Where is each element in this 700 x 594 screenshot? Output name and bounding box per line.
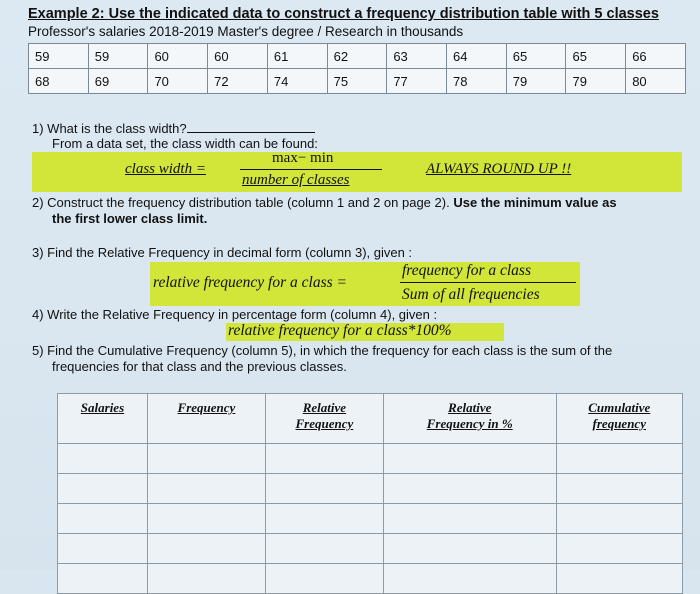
table-cell: 78 <box>447 69 507 94</box>
fraction-bar <box>240 169 382 170</box>
table-row <box>58 444 683 474</box>
table-cell[interactable] <box>383 474 556 504</box>
question-2-line2: the first lower class limit. <box>52 211 208 226</box>
question-4: 4) Write the Relative Frequency in percentage form (column 4), given : <box>32 307 438 322</box>
column-header-salaries <box>58 394 148 444</box>
table-cell: 79 <box>566 69 626 94</box>
table-row <box>58 564 683 594</box>
frequency-distribution-table <box>57 393 683 594</box>
table-cell: 60 <box>208 44 268 69</box>
table-cell[interactable] <box>265 534 383 564</box>
table-cell[interactable] <box>556 564 682 594</box>
table-cell: 59 <box>29 44 89 69</box>
table-cell: 60 <box>148 44 208 69</box>
table-cell[interactable] <box>147 564 265 594</box>
table-cell[interactable] <box>147 474 265 504</box>
table-cell[interactable] <box>265 504 383 534</box>
table-cell: 72 <box>208 69 268 94</box>
table-cell[interactable] <box>383 444 556 474</box>
table-cell: 63 <box>387 44 447 69</box>
table-cell[interactable] <box>556 444 682 474</box>
table-cell[interactable] <box>147 504 265 534</box>
table-cell: 66 <box>626 44 686 69</box>
table-header-row <box>58 394 683 444</box>
header-line: Relative <box>448 400 492 415</box>
table-cell: 61 <box>267 44 327 69</box>
table-row <box>58 504 683 534</box>
relative-frequency-label: relative frequency for a class = <box>153 274 347 291</box>
header-line: Frequency <box>177 400 236 415</box>
header-line: Salaries <box>80 400 125 415</box>
question-5-line2: frequencies for that class and the previous classes. <box>52 359 347 374</box>
table-cell[interactable] <box>58 504 148 534</box>
question-2-text: 2) Construct the frequency distribution table (column 1 and 2 on page 2). <box>32 195 450 210</box>
table-cell[interactable] <box>147 444 265 474</box>
page-subtitle: Professor's salaries 2018-2019 Master's degree / Research in thousands <box>28 24 464 39</box>
table-cell[interactable] <box>265 474 383 504</box>
table-cell: 74 <box>267 69 327 94</box>
table-cell[interactable] <box>556 474 682 504</box>
table-cell[interactable] <box>383 504 556 534</box>
table-cell: 59 <box>88 44 148 69</box>
page-title: Example 2: Use the indicated data to construct a frequency distribution table with 5 classes <box>28 6 659 22</box>
table-row <box>29 69 686 94</box>
table-cell: 77 <box>387 69 447 94</box>
column-header-relative-frequency-percent <box>383 394 556 444</box>
table-cell: 65 <box>566 44 626 69</box>
header-line: Relative <box>302 400 347 415</box>
table-cell[interactable] <box>556 534 682 564</box>
question-1 <box>32 121 315 136</box>
question-3: 3) Find the Relative Frequency in decimal form (column 3), given : <box>32 245 413 260</box>
question-5-line1: 5) Find the Cumulative Frequency (column 5), in which the frequency for each class is the sum of the <box>32 343 613 358</box>
header-line: frequency <box>592 416 646 431</box>
table-cell: 70 <box>148 69 208 94</box>
table-cell[interactable] <box>58 444 148 474</box>
fraction-bar <box>400 282 576 283</box>
header-line: Frequency <box>295 416 354 431</box>
round-up-note: ALWAYS ROUND UP !! <box>426 161 572 177</box>
table-cell[interactable] <box>383 534 556 564</box>
table-cell[interactable] <box>58 564 148 594</box>
question-2 <box>32 195 617 210</box>
table-cell[interactable] <box>147 534 265 564</box>
header-line: Frequency in % <box>426 416 513 431</box>
table-cell: 79 <box>506 69 566 94</box>
percent-formula: relative frequency for a class*100% <box>228 322 452 339</box>
question-1-subtext: From a data set, the class width can be found: <box>52 136 318 151</box>
table-cell[interactable] <box>265 444 383 474</box>
salary-data-table <box>28 43 686 94</box>
table-cell[interactable] <box>58 534 148 564</box>
relative-frequency-numerator: frequency for a class <box>402 262 531 279</box>
table-row <box>29 44 686 69</box>
table-cell: 64 <box>447 44 507 69</box>
answer-blank <box>187 122 315 133</box>
table-row <box>58 534 683 564</box>
class-width-label: class width = <box>125 161 206 177</box>
table-row <box>58 474 683 504</box>
table-cell[interactable] <box>58 474 148 504</box>
table-cell: 69 <box>88 69 148 94</box>
question-2-bold: Use the minimum value as <box>453 195 617 210</box>
column-header-cumulative-frequency <box>556 394 682 444</box>
table-cell[interactable] <box>556 504 682 534</box>
class-width-numerator: max− min <box>272 150 334 166</box>
question-1-text: 1) What is the class width? <box>32 121 187 136</box>
header-line: Cumulative <box>588 400 651 415</box>
column-header-frequency <box>147 394 265 444</box>
column-header-relative-frequency <box>265 394 383 444</box>
table-cell: 65 <box>506 44 566 69</box>
table-cell[interactable] <box>265 564 383 594</box>
class-width-denominator: number of classes <box>242 172 350 188</box>
table-cell: 68 <box>29 69 89 94</box>
table-cell: 62 <box>327 44 387 69</box>
relative-frequency-denominator: Sum of all frequencies <box>402 286 540 303</box>
table-cell: 75 <box>327 69 387 94</box>
table-cell[interactable] <box>383 564 556 594</box>
table-cell: 80 <box>626 69 686 94</box>
